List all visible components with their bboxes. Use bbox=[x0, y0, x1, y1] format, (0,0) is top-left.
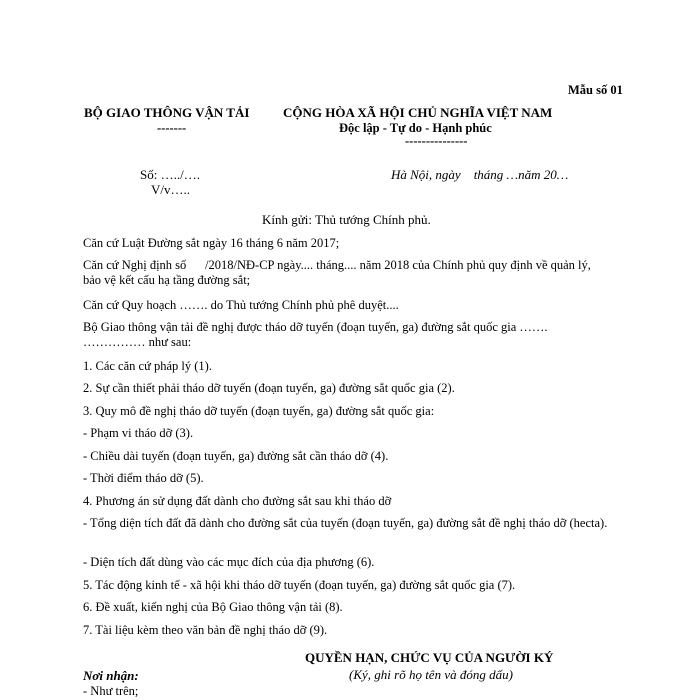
legal-basis-2: Căn cứ Nghị định số /2018/NĐ-CP ngày.... tháng.... năm 2018 của Chính phủ quy định về quản lý, bảo vệ kết cấu hạ tầng đường sắt; bbox=[83, 258, 595, 287]
signature-note: (Ký, ghi rõ họ tên và đóng dấu) bbox=[349, 667, 513, 682]
form-number: Mẫu số 01 bbox=[568, 83, 623, 97]
national-rule: --------------- bbox=[405, 134, 468, 148]
document-subject: V/v….. bbox=[151, 182, 190, 197]
national-name: CỘNG HÒA XÃ HỘI CHỦ NGHĨA VIỆT NAM bbox=[283, 105, 553, 120]
signature-title: QUYỀN HẠN, CHỨC VỤ CỦA NGƯỜI KÝ bbox=[305, 650, 554, 665]
item-3-length: - Chiều dài tuyến (đoạn tuyến, ga) đường sắt cần tháo dỡ (4). bbox=[83, 449, 389, 463]
agency-name: BỘ GIAO THÔNG VẬN TẢI bbox=[84, 105, 250, 120]
recipients-line: - Như trên; bbox=[83, 684, 139, 698]
item-1: 1. Các căn cứ pháp lý (1). bbox=[83, 359, 212, 373]
item-4: 4. Phương án sử dụng đất dành cho đường sắt sau khi tháo dỡ bbox=[83, 494, 392, 508]
item-3-scope: - Phạm vi tháo dỡ (3). bbox=[83, 426, 194, 440]
document-number: Số: …../…. bbox=[140, 167, 200, 182]
national-motto: Độc lập - Tự do - Hạnh phúc bbox=[339, 121, 492, 135]
item-7: 7. Tài liệu kèm theo văn bản đề nghị tháo dỡ (9). bbox=[83, 623, 328, 637]
item-5: 5. Tác động kinh tế - xã hội khi tháo dỡ tuyến (đoạn tuyến, ga) đường sắt quốc gia (7). bbox=[83, 578, 516, 592]
recipients-heading: Nơi nhận: bbox=[83, 668, 139, 683]
place-date: Hà Nội, ngày tháng …năm 20… bbox=[391, 167, 569, 182]
item-3: 3. Quy mô đề nghị tháo dỡ tuyến (đoạn tuyến, ga) đường sắt quốc gia: bbox=[83, 404, 435, 418]
item-6: 6. Đề xuất, kiến nghị của Bộ Giao thông vận tải (8). bbox=[83, 600, 343, 614]
item-4-total-area: - Tổng diện tích đất đã dành cho đường sắt của tuyến (đoạn tuyến, ga) đường sắt đề nghị tháo dỡ (hecta). bbox=[83, 516, 608, 530]
legal-basis-1: Căn cứ Luật Đường sắt ngày 16 tháng 6 năm 2017; bbox=[83, 236, 340, 250]
item-3-time: - Thời điểm tháo dỡ (5). bbox=[83, 471, 204, 485]
proposal-intro: Bộ Giao thông vận tải đề nghị được tháo dỡ tuyến (đoạn tuyến, ga) đường sắt quốc gia ……. …………… như sau: bbox=[83, 320, 548, 349]
agency-rule: ------- bbox=[157, 121, 187, 135]
item-4-local-area: - Diện tích đất dùng vào các mục đích của địa phương (6). bbox=[83, 555, 375, 569]
recipient-line: Kính gửi: Thủ tướng Chính phủ. bbox=[262, 212, 431, 227]
legal-basis-3: Căn cứ Quy hoạch ……. do Thủ tướng Chính phủ phê duyệt.... bbox=[83, 298, 399, 312]
item-2: 2. Sự cần thiết phải tháo dỡ tuyến (đoạn tuyến, ga) đường sắt quốc gia (2). bbox=[83, 381, 455, 395]
